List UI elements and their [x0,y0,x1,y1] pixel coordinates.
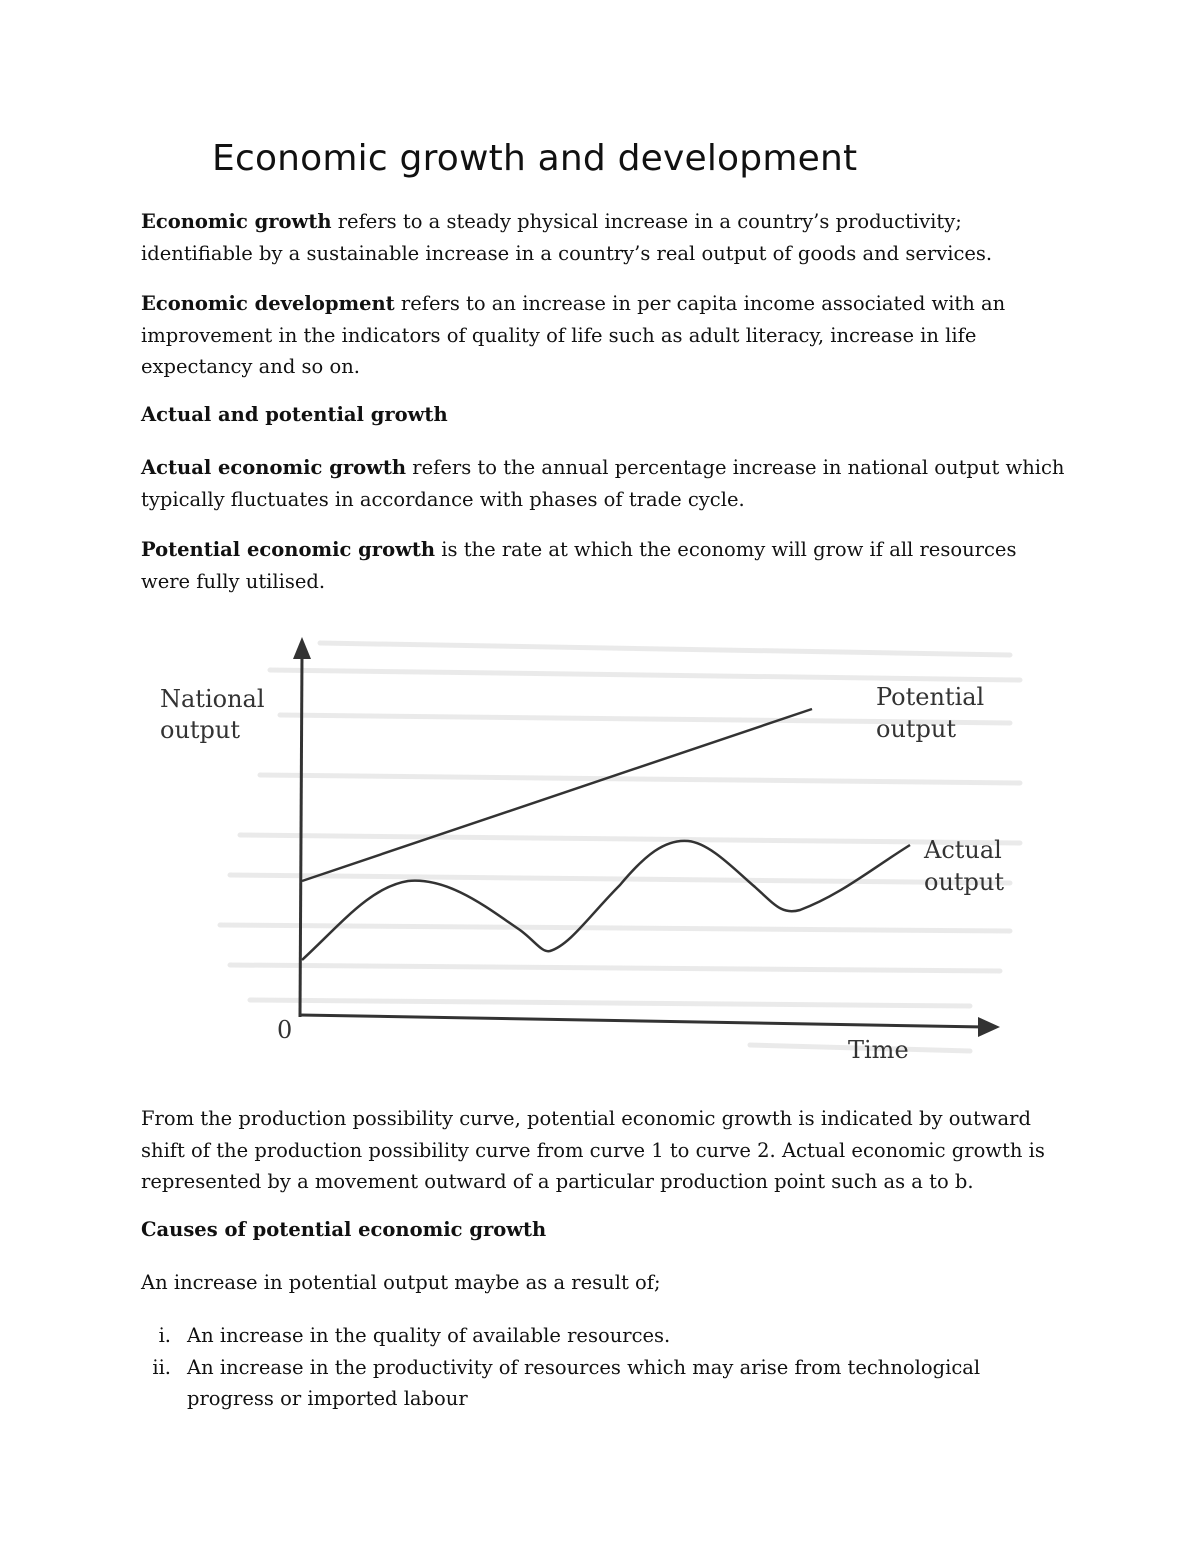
term-economic-growth: Economic growth [141,210,332,233]
x-axis [300,1015,985,1027]
causes-list [141,1320,1071,1415]
potential-output-line [302,709,812,881]
y-axis [300,655,302,1017]
definition-economic-development: refers to an increase in per capita income associated with an improvement in the indicators of quality of life such as adult literacy, increase in life expectancy and so on. [141,292,1006,378]
page-title: Economic growth and development [212,138,858,179]
paragraph-actual-growth [141,452,1071,515]
definition-actual-growth: refers to the annual percentage increase in national output which typically fluctuates in accordance with phases of trade cycle. [141,456,1065,511]
y-axis-label-line2: output [160,716,241,744]
actual-label-line1: Actual [924,836,1002,864]
list-marker: ii. [152,1355,171,1379]
paragraph-increase-potential: An increase in potential output maybe as a result of; [141,1271,661,1294]
list-marker: i. [158,1324,171,1347]
origin-label: 0 [277,1016,293,1044]
definition-economic-growth: refers to a steady physical increase in a country’s productivity; identifiable by a sustainable increase in a country’s real output of goods and services. [141,210,993,265]
x-axis-arrow [978,1017,1000,1037]
list-item [141,1352,1071,1415]
paragraph-economic-growth [141,206,1071,269]
list-item [141,1320,1071,1352]
actual-output-curve [302,841,910,960]
growth-diagram [150,625,1040,1085]
potential-label-line1: Potential [876,683,985,711]
term-economic-development: Economic development [141,292,395,315]
paragraph-potential-growth [141,534,1071,597]
y-axis-arrow [293,637,311,659]
x-axis-label: Time [848,1036,909,1064]
heading-causes-potential-growth: Causes of potential economic growth [141,1218,547,1241]
potential-label-line2: output [876,715,957,743]
actual-label-line2: output [924,868,1005,896]
term-actual-growth: Actual economic growth [141,456,407,479]
term-potential-growth: Potential economic growth [141,538,436,561]
definition-potential-growth: is the rate at which the economy will grow if all resources were fully utilised. [141,538,1017,593]
paragraph-ppc: From the production possibility curve, potential economic growth is indicated by outward shift of the production possibility curve from curve 1 to curve 2. Actual economic growth is represented by a movement outward of a particular production point such as a to b. [141,1107,1045,1193]
y-axis-label-line1: National [160,685,265,713]
list-item-text: An increase in the productivity of resources which may arise from technological progress or imported labour [187,1355,981,1410]
list-item-text: An increase in the quality of available resources. [187,1324,671,1347]
heading-actual-potential-growth: Actual and potential growth [141,403,448,426]
paragraph-economic-development [141,288,1071,383]
